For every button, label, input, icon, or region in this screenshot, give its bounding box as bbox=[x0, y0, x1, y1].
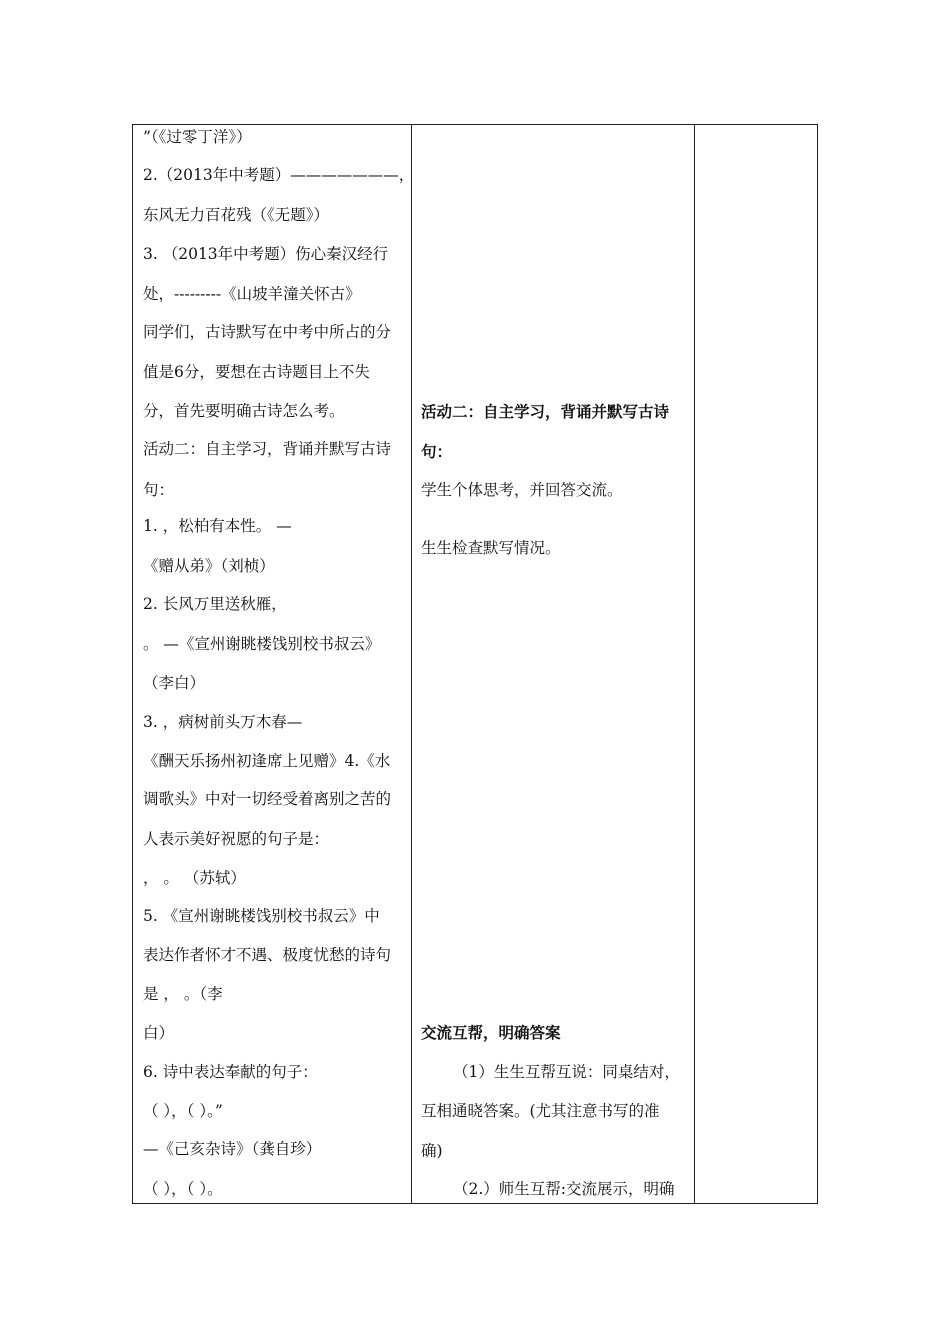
text-line: 6. 诗中表达奉献的句子： bbox=[143, 1063, 318, 1081]
text-line: 句： bbox=[143, 481, 175, 499]
text-line: 1. ，松柏有本性。 — bbox=[143, 517, 292, 535]
exchange-line: （2.）师生互帮:交流展示，明确 bbox=[453, 1180, 675, 1198]
text-line: 白） bbox=[143, 1024, 175, 1042]
exchange-line: 互相通晓答案。(尤其注意书写的准 bbox=[421, 1102, 660, 1120]
exchange-line: 确) bbox=[421, 1142, 443, 1160]
text-line: 东风无力百花残（《无题》） bbox=[143, 206, 330, 224]
text-line: （ ），（ ）。” bbox=[143, 1102, 223, 1120]
text-line: 《酬天乐扬州初逢席上见赠》4.《水 bbox=[143, 752, 391, 770]
text-line: ”（《过零丁洋》） bbox=[143, 128, 252, 146]
text-line: 2.（2013年中考题）———————， bbox=[143, 166, 415, 184]
activity2-heading-cont: 句： bbox=[421, 442, 453, 461]
text-line: 分，首先要明确古诗怎么考。 bbox=[143, 402, 345, 420]
text-line: 3. ，病树前头万木春— bbox=[143, 713, 303, 731]
activity2-line: 学生个体思考，并回答交流。 bbox=[421, 481, 623, 499]
text-line: 表达作者怀才不遇、极度忧愁的诗句 bbox=[143, 946, 392, 964]
text-line: 3. （2013年中考题）伤心秦汉经行 bbox=[143, 245, 389, 263]
exchange-heading: 交流互帮，明确答案 bbox=[421, 1023, 561, 1042]
text-line: 是 ， 。（李 bbox=[143, 985, 223, 1003]
text-line: 活动二：自主学习，背诵并默写古诗 bbox=[143, 440, 392, 458]
text-line: 人表示美好祝愿的句子是： bbox=[143, 830, 330, 848]
text-line: —《己亥杂诗》（龚自珍） bbox=[143, 1140, 322, 1158]
lesson-table bbox=[132, 124, 818, 1204]
column-divider-2 bbox=[694, 125, 695, 1203]
text-line: （李白） bbox=[143, 674, 206, 692]
text-line: 5. 《宣州谢眺楼饯别校书叔云》中 bbox=[143, 907, 380, 925]
text-line: 2. 长风万里送秋雁， bbox=[143, 595, 287, 613]
text-line: 值是6分，要想在古诗题目上不失 bbox=[143, 363, 370, 381]
text-line: 调歌头》中对一切经受着离别之苦的 bbox=[143, 790, 392, 808]
text-line: 同学们，古诗默写在中考中所占的分 bbox=[143, 323, 392, 341]
text-line: 。 —《宣州谢眺楼饯别校书叔云》 bbox=[143, 635, 381, 653]
activity2-line: 生生检查默写情况。 bbox=[421, 539, 561, 557]
text-line: 处，---------《山坡羊潼关怀古》 bbox=[143, 285, 361, 303]
text-line: 《赠从弟》（刘桢） bbox=[143, 557, 275, 575]
activity2-heading: 活动二：自主学习，背诵并默写古诗 bbox=[421, 402, 670, 421]
column-divider-1 bbox=[411, 125, 412, 1203]
exchange-line: （1）生生互帮互说：同桌结对， bbox=[453, 1063, 680, 1081]
text-line: （ ），（ ）。 bbox=[143, 1180, 223, 1198]
text-line: ， 。 （苏轼） bbox=[143, 869, 246, 887]
